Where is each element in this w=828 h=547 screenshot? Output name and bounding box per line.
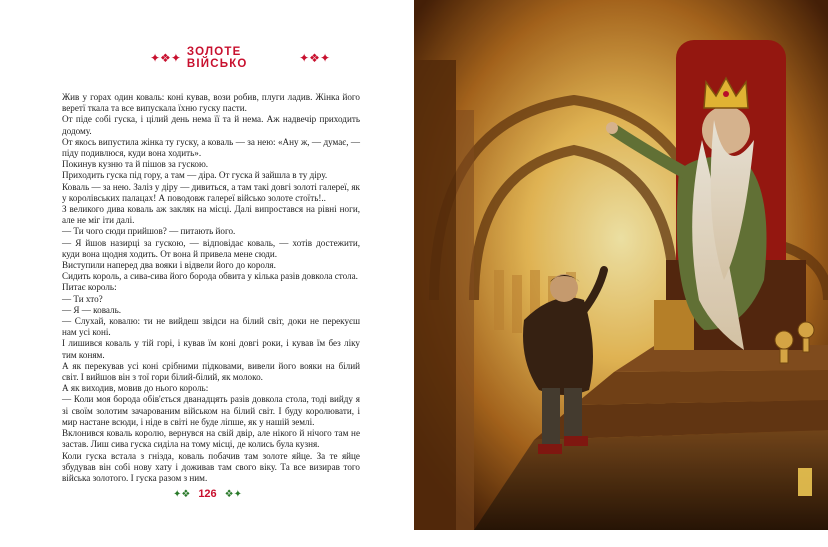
paragraph: Коваль — за нею. Заліз у діру — дивиться, а там такі довгі золоті галереї, як у королівських палацах! А поводовж галереї військо золоте стоїть!.. [62,181,360,203]
paragraph: А як перекував усі коні срібними підковами, вивели його вояки на білий світ. І вийшов він з тої гори білий-білий, як молоко. [62,360,360,383]
page-number: 126 [198,488,217,500]
left-page [0,0,414,532]
paragraph: — Ти хто? [62,293,103,304]
paragraph: Вклонився коваль королю, вернувся на свій двір, але нікого й нічого там не застав. Лиш сива гуска сиділа на тому місці, де колись була кузня. [62,428,360,450]
chapter-header [150,46,330,70]
paragraph: Приходить гуска під гору, а там — діра. От гуска й зайшла в ту діру. [62,170,328,181]
king-throne-illustration [414,0,828,530]
paragraph: З великого дива коваль аж закляк на місці. Далі випростався на рівні ноги, але не міг іти далі. [62,204,360,226]
ornament-right-icon: ✦❖✦ [299,51,330,65]
paragraph: І лишився коваль у тій горі, і кував їм коні довгі роки, і кував їм без ліку тим коням. [62,338,360,360]
paragraph: От якось випустила жінка ту гуску, а коваль — за нею: «Ану ж, — думає, — піду подивлюся, куди вона ходить». [62,136,360,159]
ornament-left-icon: ✦❖✦ [150,51,181,65]
paragraph: Жив у горах один коваль: коні кував, вози робив, плуги ладив. Жінка його веретї ткала та все випускала їхню гуску пасти. [62,92,360,114]
paragraph: — Коли моя борода обів'ється дванадцять разів довкола стола, тоді вийду я зі своїм золотим зачарованим військом на білий світ. І буду королювати, і мир настане всюди, і ніде в світі не буде ліпше, як у нашій землі. [62,394,360,427]
paragraph: Виступили наперед два вояки і відвели його до короля. [62,260,276,271]
page-footer [160,487,255,501]
footer-ornament-right-icon: ❖✦ [224,488,243,500]
paragraph: — Слухай, ковалю: ти не вийдеш звідси на білий світ, доки не перекуєш нам усі коні. [62,316,360,338]
paragraph: Сидить король, а сива-сива його борода обвита у кілька разів довкола стола. [62,271,358,282]
bottom-strip [0,532,828,547]
story-text [62,92,360,484]
paragraph: Питає король: [62,282,117,293]
paragraph: — Я йшов назирці за гускою, — відповідає коваль, — хотів достежити, куди вона щодня ходить. От вона й привела мене сюди. [62,237,360,259]
chapter-title: ЗОЛОТЕ ВІЙСЬКО [186,46,248,70]
paragraph: — Я — коваль. [62,304,122,315]
footer-ornament-left-icon: ✦❖ [172,488,191,500]
paragraph: А як виходив, мовив до нього король: [62,383,209,394]
paragraph: Коли гуска встала з гнізда, коваль побачив там золоте яйце. За те яйце збудував він собі нову хату і доживав там свого віку. Та все визирав того війська золотого. І гуска разом з ним. [62,450,360,483]
paragraph: От піде собі гуска, і цілий день нема її та й нема. Аж надвечір приходить додому. [62,114,360,136]
paragraph: Покинув кузню та й пішов за гускою. [62,159,209,170]
paragraph: — Ти чого сюди прийшов? — питають його. [62,226,236,237]
